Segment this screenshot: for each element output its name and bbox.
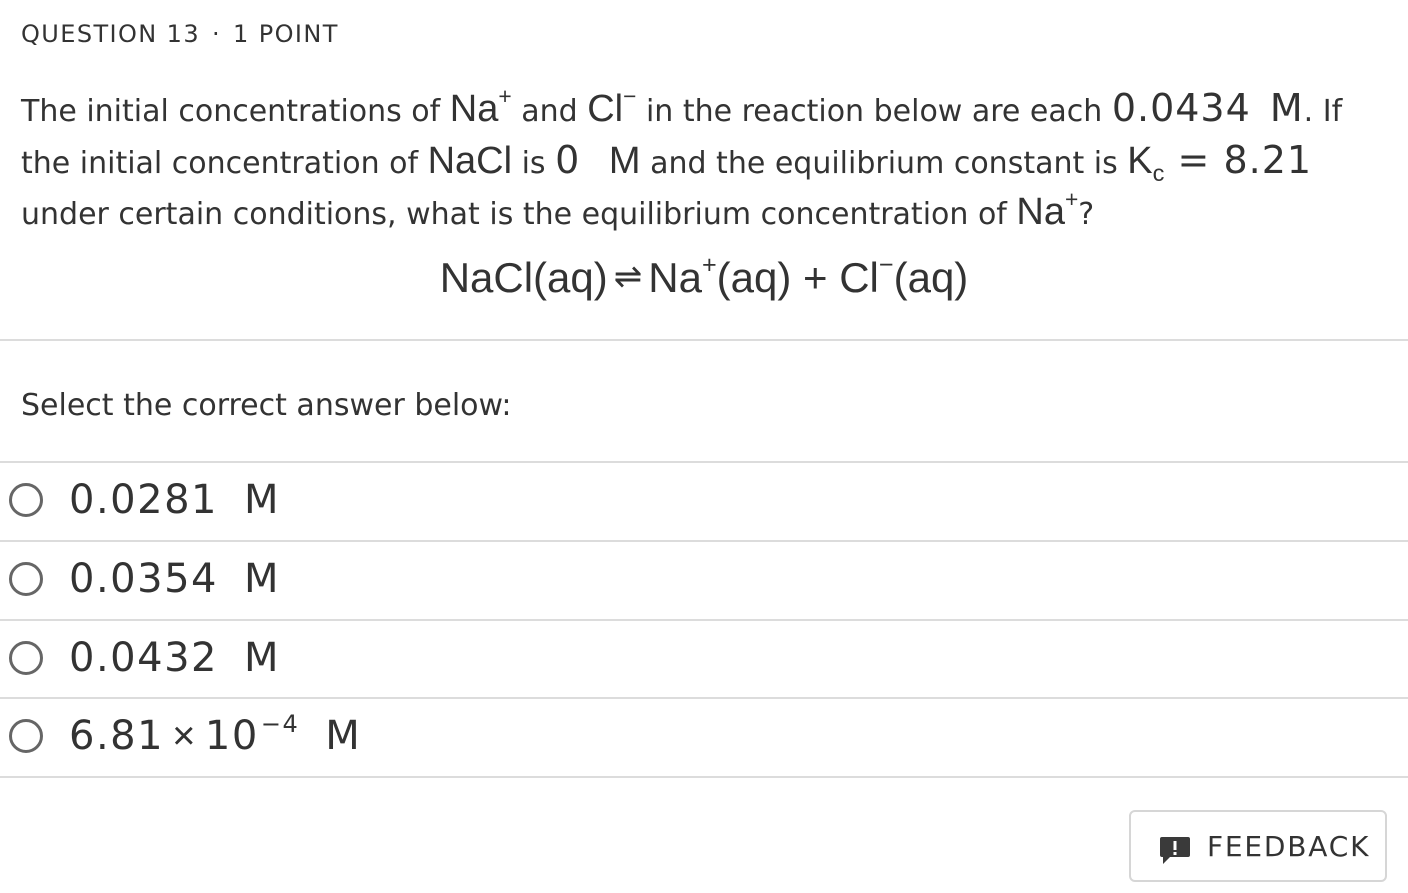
charge-plus: + bbox=[498, 82, 512, 109]
initial-concentration: 0.0434 bbox=[1111, 86, 1251, 130]
equation-sodium: Na bbox=[648, 254, 702, 301]
molar-unit: M bbox=[1269, 86, 1304, 130]
question-text-part: the initial concentration of bbox=[21, 146, 428, 181]
question-text-part: The initial concentrations of bbox=[21, 94, 450, 129]
times-sign: × bbox=[172, 714, 197, 758]
question-line-1 bbox=[21, 84, 1391, 136]
equation-charge-plus: + bbox=[701, 251, 717, 280]
equation-products-part: (aq) bbox=[893, 254, 969, 301]
nacl-initial-concentration: 0 bbox=[555, 138, 581, 182]
radio-button[interactable] bbox=[9, 562, 43, 596]
charge-plus: + bbox=[1064, 185, 1079, 212]
equilibrium-arrow-icon: ⇌ bbox=[613, 258, 643, 296]
radio-button[interactable] bbox=[9, 719, 43, 753]
header-separator: · bbox=[212, 20, 222, 48]
feedback-icon bbox=[1159, 834, 1191, 866]
option-value: 0.0354 bbox=[69, 556, 218, 602]
feedback-button[interactable] bbox=[1129, 810, 1387, 882]
option-divider bbox=[0, 776, 1408, 778]
k-symbol: K bbox=[1127, 140, 1153, 182]
radio-button[interactable] bbox=[9, 483, 43, 517]
question-text-part: is bbox=[512, 146, 556, 181]
question-text bbox=[21, 84, 1391, 239]
option-base: 10 bbox=[204, 713, 259, 759]
equation-products-part: (aq) + Cl bbox=[716, 254, 879, 301]
option-mantissa: 6.81 bbox=[69, 713, 165, 759]
option-unit: M bbox=[243, 635, 280, 681]
option-label bbox=[69, 635, 280, 681]
section-divider bbox=[0, 339, 1408, 341]
sodium-ion bbox=[1016, 185, 1079, 233]
equation-reactant: NaCl(aq) bbox=[439, 254, 608, 301]
option-value: 0.0281 bbox=[69, 477, 218, 523]
chloride-symbol: Cl bbox=[587, 88, 624, 130]
question-number: QUESTION 13 bbox=[21, 20, 201, 48]
question-text-part: . If bbox=[1303, 94, 1343, 129]
question-line-2 bbox=[21, 136, 1391, 188]
answer-prompt: Select the correct answer below: bbox=[21, 388, 512, 423]
option-exponent: −4 bbox=[260, 710, 300, 739]
answer-option-1[interactable] bbox=[0, 463, 1408, 541]
question-header bbox=[21, 20, 339, 48]
sodium-symbol: Na bbox=[1016, 191, 1065, 233]
option-unit: M bbox=[243, 477, 280, 523]
question-text-part: in the reaction below are each bbox=[636, 94, 1112, 129]
k-subscript: c bbox=[1152, 160, 1165, 187]
option-label bbox=[69, 556, 280, 602]
sodium-ion bbox=[449, 82, 512, 130]
sodium-symbol: Na bbox=[449, 88, 499, 130]
radio-button[interactable] bbox=[9, 641, 43, 675]
equals-sign: = bbox=[1164, 138, 1224, 182]
equilibrium-constant-value: 8.21 bbox=[1223, 138, 1313, 182]
feedback-label: FEEDBACK bbox=[1207, 830, 1371, 863]
option-label bbox=[69, 710, 362, 759]
nacl-formula: NaCl bbox=[427, 140, 513, 182]
molar-unit: M bbox=[608, 140, 641, 182]
question-line-3 bbox=[21, 185, 1391, 239]
answer-option-4[interactable] bbox=[0, 699, 1408, 777]
equilibrium-constant-symbol bbox=[1127, 140, 1165, 187]
option-unit: M bbox=[325, 713, 362, 759]
question-points: 1 POINT bbox=[233, 20, 339, 48]
option-label bbox=[69, 477, 280, 523]
question-text-part: and bbox=[511, 94, 588, 129]
answer-option-3[interactable] bbox=[0, 621, 1408, 699]
chloride-ion bbox=[587, 82, 637, 130]
option-value: 0.0432 bbox=[69, 635, 218, 681]
equation-charge-minus: − bbox=[878, 251, 894, 280]
charge-minus: − bbox=[623, 82, 637, 109]
question-mark: ? bbox=[1078, 197, 1095, 232]
question-text-part: and the equilibrium constant is bbox=[640, 146, 1128, 181]
reaction-equation bbox=[0, 251, 1408, 302]
answer-option-2[interactable] bbox=[0, 542, 1408, 620]
option-unit: M bbox=[243, 556, 280, 602]
question-text-part: under certain conditions, what is the equilibrium concentration of bbox=[21, 197, 1017, 232]
